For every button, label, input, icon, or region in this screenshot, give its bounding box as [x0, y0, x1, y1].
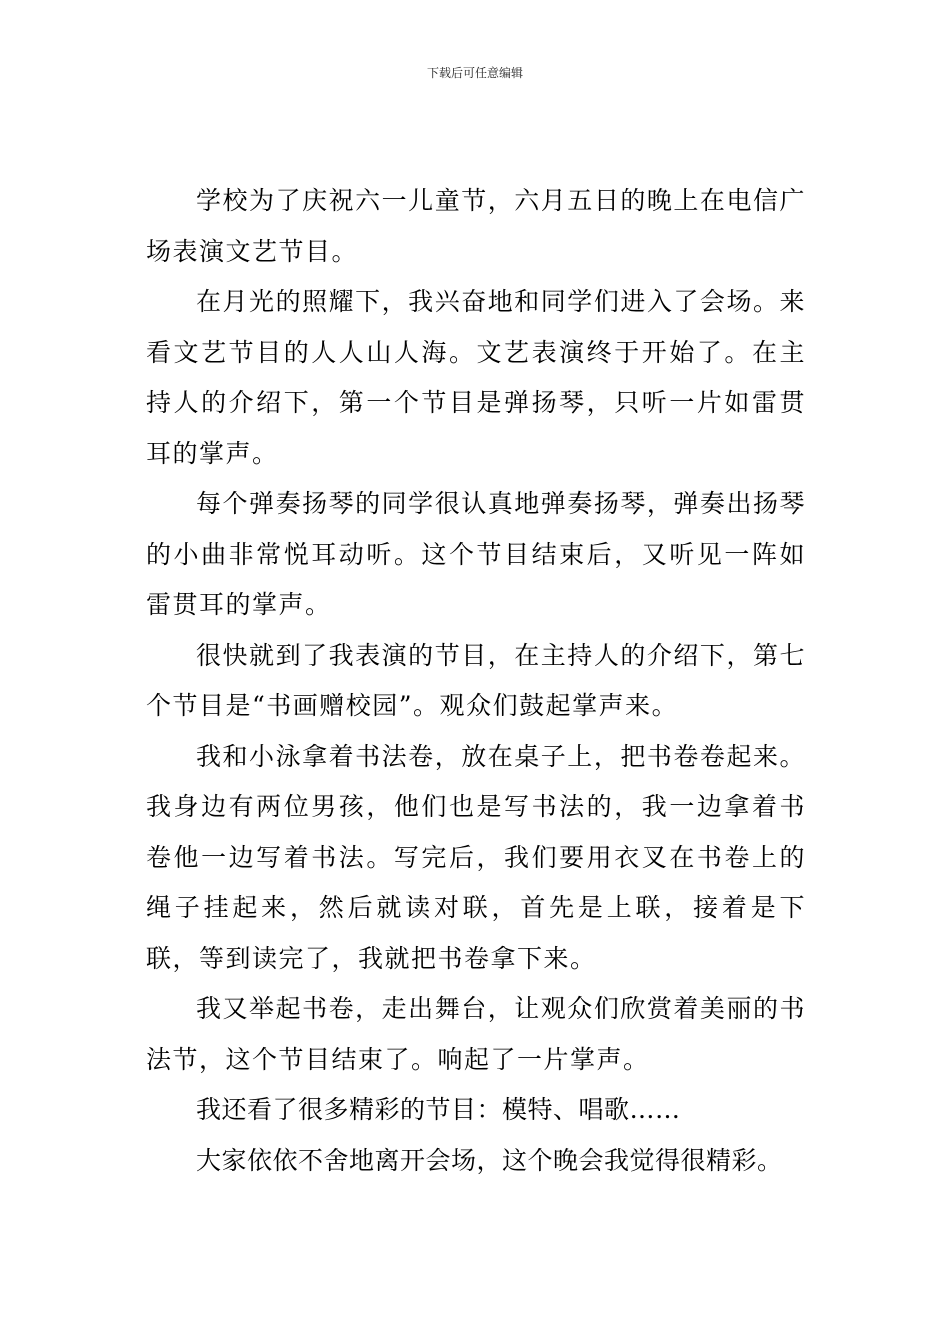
paragraph-7: 我还看了很多精彩的节目：模特、唱歌……: [196, 1095, 681, 1124]
paragraph-4: 很快就到了我表演的节目，在主持人的介绍下，第七个节目是“书画赠校园”。观众们鼓起掌声来。: [146, 640, 806, 720]
paragraph-3: 每个弹奏扬琴的同学很认真地弹奏扬琴，弹奏出扬琴的小曲非常悦耳动听。这个节目结束后，又听见一阵如雷贯耳的掌声。: [146, 489, 806, 619]
paragraph-1: 学校为了庆祝六一儿童节，六月五日的晚上在电信广场表演文艺节目。: [146, 186, 806, 266]
paragraph-8: 大家依依不舍地离开会场，这个晚会我觉得很精彩。: [196, 1145, 783, 1175]
essay-body: [146, 176, 806, 1186]
paragraph-2: 在月光的照耀下，我兴奋地和同学们进入了会场。来看文艺节目的人人山人海。文艺表演终于开始了。在主持人的介绍下，第一个节目是弹扬琴，只听一片如雷贯耳的掌声。: [146, 287, 806, 468]
paragraph-5: 我和小泳拿着书法卷，放在桌子上，把书卷卷起来。我身边有两位男孩，他们也是写书法的，我一边拿着书卷他一边写着书法。写完后，我们要用衣叉在书卷上的绳子挂起来，然后就读对联，首先是上联，接着是下联，等到读完了，我就把书卷拿下来。: [146, 741, 806, 973]
page-header: 下载后可任意编辑: [426, 66, 523, 80]
paragraph-6: 我又举起书卷，走出舞台，让观众们欣赏着美丽的书法节，这个节目结束了。响起了一片掌声。: [146, 994, 806, 1074]
